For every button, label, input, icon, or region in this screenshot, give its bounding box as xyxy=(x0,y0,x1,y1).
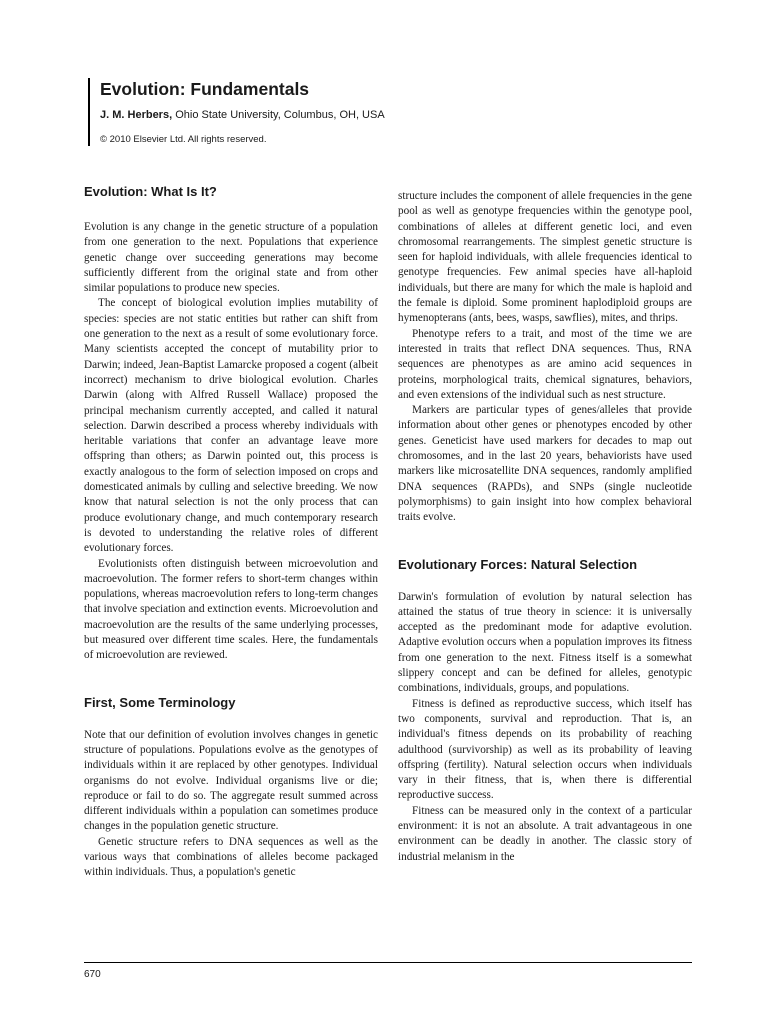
paragraph: Darwin's formulation of evolution by natural selection has attained the status of true theory in science: it is universally accepted as the predominant mode for adaptive evolution. Adaptive evolution occurs when a population improves its fitness from one generation to the next. Fitness itself is a somewhat slippery concept and can be defined for alleles, genotypic combinations, individuals, groups, and populations. xyxy=(398,590,692,695)
right-column xyxy=(398,189,692,865)
paragraph: Fitness can be measured only in the context of a particular environment: it is not an absolute. A trait advantageous in one environment can be deadly in another. The classic story of industrial melanism in the xyxy=(398,804,692,863)
footer-divider xyxy=(84,962,692,963)
paragraph: Fitness is defined as reproductive success, which itself has two components, survival and reproduction. That is, an individual's fitness depends on its probability of reaching adulthood (survivorship) as well as its probability of leaving offspring (fertility). Natural selection occurs when individuals vary in their fitness, that is, when there is differential reproductive success. xyxy=(398,697,692,802)
copyright-notice: © 2010 Elsevier Ltd. All rights reserved. xyxy=(100,134,267,145)
section-heading-natural-selection: Evolutionary Forces: Natural Selection xyxy=(398,556,638,572)
author-line xyxy=(100,108,700,122)
article-header xyxy=(88,78,700,146)
paragraph: Evolutionists often distinguish between microevolution and macroevolution. The former refers to short-term changes within populations, whereas macroevolution refers to long-term changes that involve speciation and extinction events. Microevolution and macroevolution are the results of the same underlying processes, but measured over different time scales. Here, the fundamentals of microevolution are reviewed. xyxy=(84,557,378,662)
article-title: Evolution: Fundamentals xyxy=(100,79,310,99)
section-heading-terminology: First, Some Terminology xyxy=(84,694,236,710)
paragraph: Phenotype refers to a trait, and most of the time we are interested in traits that reflect DNA sequences. Thus, RNA sequences are phenotypes as are amino acid sequences in proteins, morphological traits, chemical signatures, behaviors, and even extensions of the individual such as nest structure. xyxy=(398,327,692,401)
paragraph: Markers are particular types of genes/alleles that provide information about other genes or phenotypes encoded by other genes. Geneticist have used markers for decades to map out chromosomes, and in the last 20 years, behaviorists have used markers like microsatellite DNA sequences, randomly amplified DNA sequences (RAPDs), and SNPs (single nucleotide polymorphisms) to gain insight into how complex behavioral traits evolve. xyxy=(398,404,692,524)
paragraph: structure includes the component of allele frequencies in the gene pool as well as genotype frequencies within the genotype pool, combinations of alleles at different genetic loci, and even chromosomal rearrangements. The simplest genetic structure is seen for haploid individuals, with allele frequencies identical to genotype frequencies. Few animal species have all-haploid individuals, but there are many for which the male is haploid and the female is diploid. Some prominent haplodiploid groups are hymenopterans (ants, bees, wasps, sawflies), mites, and thrips. xyxy=(398,190,692,325)
left-column xyxy=(84,184,378,881)
paragraph: Genetic structure refers to DNA sequences as well as the various ways that combinations of alleles become packaged within individuals. Thus, a population's genetic xyxy=(84,835,378,879)
section-heading-what-is-it: Evolution: What Is It? xyxy=(84,184,217,199)
paragraph: The concept of biological evolution implies mutability of species: species are not static entities but rather can shift from one generation to the next as a result of some evolutionary force. Many scientists accepted the concept of mutability prior to Darwin; indeed, Jean-Baptist Lamarcke proposed a cogent (albeit incorrect) mechanism to drive biological evolution. Charles Darwin (along with Alfred Russell Wallace) proposed the principal mechanism currently accepted, and called it natural selection. Darwin described a process whereby individuals with heritable variations that confer an advantage leave more offspring than others; as Darwin pointed out, this process is exactly analogous to the form of selection imposed on crops and domesticated animals by culling and selective breeding. We now know that natural selection is not the only process that can produce evolutionary change, and much contemporary research is devoted to understanding the relative roles of different evolutionary forces. xyxy=(84,297,378,555)
page-number: 670 xyxy=(84,969,101,980)
paragraph: Evolution is any change in the genetic structure of a population from one generation to the next. Populations that experience genetic change over succeeding generations may become sufficiently different from the original state and from other similar populations to produce new species. xyxy=(84,221,378,295)
paragraph: Note that our definition of evolution involves changes in genetic structure of populations. Populations evolve as the genotypes of individuals within it are replaced by other genotypes. Individual organisms do not evolve. Individual organisms live or die; reproduce or fail to do so. The aggregate result summed across different individuals within a population can sometimes produce changes in the population genetic structure. xyxy=(84,728,378,833)
author-name: J. M. Herbers, xyxy=(100,109,173,121)
author-affiliation: Ohio State University, Columbus, OH, USA xyxy=(172,109,385,121)
